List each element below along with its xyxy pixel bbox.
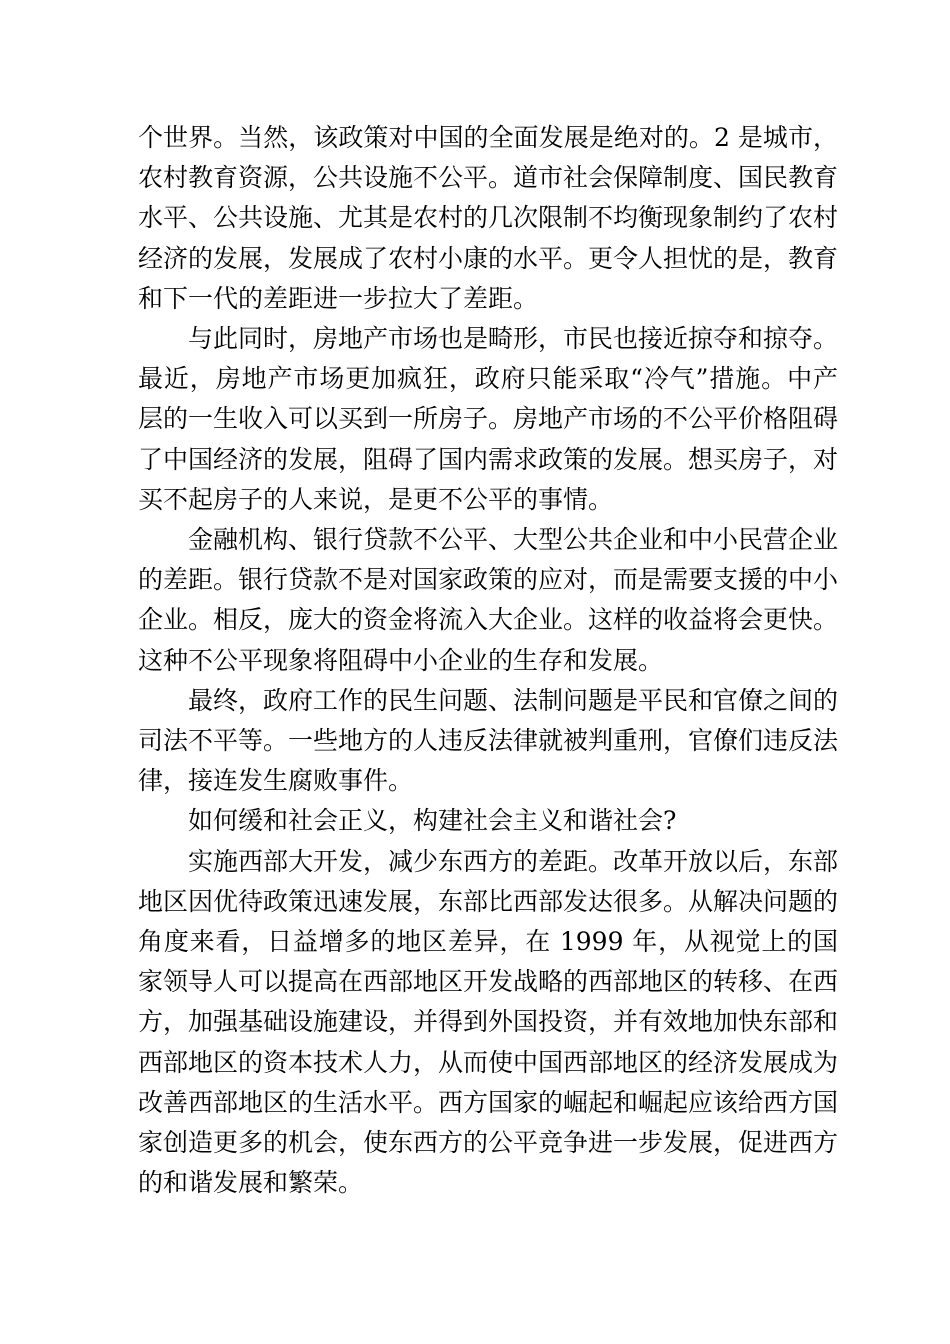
paragraph-4: 最终，政府工作的民生问题、法制问题是平民和官僚之间的司法不平等。一些地方的人违反法律就被判重刑，官僚们违反法律，接连发生腐败事件。 xyxy=(138,685,839,796)
document-page xyxy=(138,118,838,1203)
paragraph-6: 实施西部大开发，减少东西方的差距。改革开放以后，东部地区因优待政策迅速发展，东部比西部发达很多。从解决问题的角度来看，日益增多的地区差异，在 1999 年，从视觉上的国家领导人可以提高在西部地区开发战略的西部地区的转移、在西方，加强基础设施建设，并得到外国投资，并有效地加快东部和西部地区的资本技术人力，从而使中国西部地区的经济发展成为改善西部地区的生活水平。西方国家的崛起和崛起应该给西方国家创造更多的机会，使东西方的公平竞争进一步发展，促进西方的和谐发展和繁荣。 xyxy=(138,846,839,1198)
paragraph-2: 与此同时，房地产市场也是畸形，市民也接近掠夺和掠夺。最近，房地产市场更加疯狂，政府只能采取“冷气”措施。中产层的一生收入可以买到一所房子。房地产市场的不公平价格阻碍了中国经济的发展，阻碍了国内需求政策的发展。想买房子，对买不起房子的人来说，是更不公平的事情。 xyxy=(138,324,839,514)
paragraph-3: 金融机构、银行贷款不公平、大型公共企业和中小民营企业的差距。银行贷款不是对国家政策的应对，而是需要支援的中小企业。相反，庞大的资金将流入大企业。这样的收益将会更快。这种不公平现象将阻碍中小企业的生存和发展。 xyxy=(138,525,839,675)
paragraph-5-question: 如何缓和社会正义，构建社会主义和谐社会? xyxy=(188,806,677,836)
paragraph-1: 个世界。当然，该政策对中国的全面发展是绝对的。2 是城市，农村教育资源，公共设施不公平。道市社会保障制度、国民教育水平、公共设施、尤其是农村的几次限制不均衡现象制约了农村经济的发展，发展成了农村小康的水平。更令人担忧的是，教育和下一代的差距进一步拉大了差距。 xyxy=(138,123,839,313)
